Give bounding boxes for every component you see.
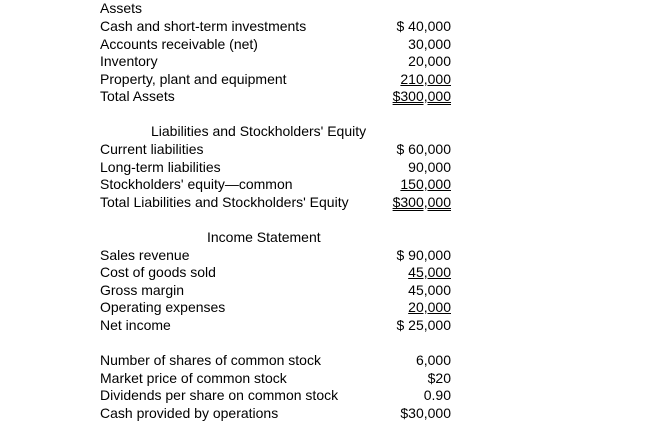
income-row-gross-margin bbox=[0, 282, 669, 299]
row-label: Long-term liabilities bbox=[100, 159, 221, 175]
row-label: Accounts receivable (net) bbox=[100, 36, 258, 52]
income-row-opex bbox=[0, 299, 669, 316]
row-label: Number of shares of common stock bbox=[100, 352, 321, 368]
row-label: Current liabilities bbox=[100, 141, 204, 157]
row-amount: 45,000 bbox=[408, 282, 451, 298]
liability-row-longterm bbox=[0, 159, 669, 176]
row-label: Market price of common stock bbox=[100, 370, 287, 386]
row-label: Total Liabilities and Stockholders' Equity bbox=[100, 194, 349, 210]
assets-heading: Assets bbox=[100, 0, 143, 16]
row-label: Sales revenue bbox=[100, 247, 190, 263]
income-heading: Income Statement bbox=[207, 229, 321, 245]
asset-row-cash bbox=[0, 18, 669, 35]
row-amount: $300,000 bbox=[392, 88, 451, 104]
asset-row-receivable bbox=[0, 36, 669, 53]
liability-row-equity bbox=[0, 176, 669, 193]
row-amount: 90,000 bbox=[408, 159, 451, 175]
row-label: Property, plant and equipment bbox=[100, 71, 287, 87]
liability-row-current bbox=[0, 141, 669, 158]
row-amount: $30,000 bbox=[400, 405, 451, 421]
income-row-net-income bbox=[0, 317, 669, 334]
row-amount: $ 40,000 bbox=[396, 18, 451, 34]
row-amount: $ 25,000 bbox=[396, 317, 451, 333]
row-amount: 45,000 bbox=[408, 264, 451, 280]
row-label: Inventory bbox=[100, 53, 158, 69]
row-amount: 20,000 bbox=[408, 299, 451, 315]
row-amount: $20 bbox=[427, 370, 451, 386]
row-label: Dividends per share on common stock bbox=[100, 387, 339, 403]
income-row-cogs bbox=[0, 264, 669, 281]
row-amount: 210,000 bbox=[400, 71, 451, 87]
liabilities-heading: Liabilities and Stockholders' Equity bbox=[151, 123, 367, 139]
row-label: Net income bbox=[100, 317, 171, 333]
asset-row-total bbox=[0, 88, 669, 105]
row-label: Operating expenses bbox=[100, 299, 226, 315]
row-amount: 150,000 bbox=[400, 176, 451, 192]
row-label: Gross margin bbox=[100, 282, 185, 298]
asset-row-ppe bbox=[0, 71, 669, 88]
liability-row-total bbox=[0, 194, 669, 211]
row-label: Cash provided by operations bbox=[100, 405, 279, 421]
income-row-sales bbox=[0, 247, 669, 264]
row-amount: 20,000 bbox=[408, 53, 451, 69]
other-row-cash-operations bbox=[0, 405, 669, 422]
row-amount: $ 90,000 bbox=[396, 247, 451, 263]
row-amount: $ 60,000 bbox=[396, 141, 451, 157]
row-label: Cost of goods sold bbox=[100, 264, 216, 280]
row-amount: 6,000 bbox=[415, 352, 451, 368]
asset-row-inventory bbox=[0, 53, 669, 70]
row-label: Total Assets bbox=[100, 88, 175, 104]
row-label: Stockholders' equity—common bbox=[100, 176, 293, 192]
row-amount: 30,000 bbox=[408, 36, 451, 52]
row-amount: $300,000 bbox=[392, 194, 451, 210]
other-row-dividends bbox=[0, 387, 669, 404]
other-row-market-price bbox=[0, 370, 669, 387]
other-row-shares bbox=[0, 352, 669, 369]
row-label: Cash and short-term investments bbox=[100, 18, 307, 34]
row-amount: 0.90 bbox=[423, 387, 451, 403]
